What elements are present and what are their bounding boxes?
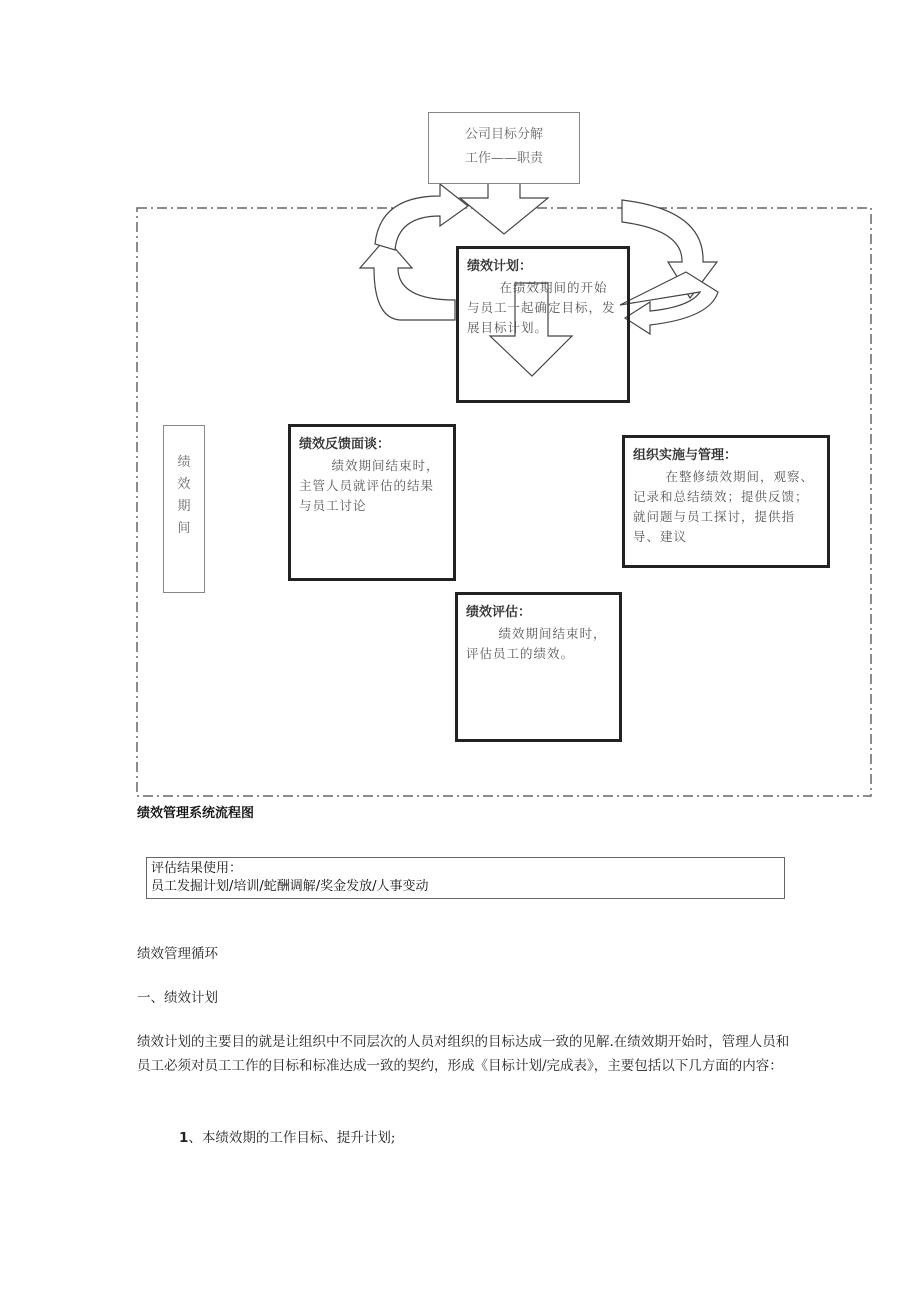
- cycle-arrow-left-upper: [375, 184, 468, 250]
- company-goal-line1: 公司目标分解: [464, 127, 543, 142]
- company-goal-box: [428, 112, 580, 184]
- performance-plan-box: [456, 246, 630, 403]
- usage-line1: 评估结果使用：: [151, 861, 243, 876]
- usage-line2: 员工发掘计划/培训/蛇酬调解/奖金发放/人事变动: [151, 879, 429, 894]
- evaluation-body: 绩效期间结束时，评估员工的绩效。: [466, 626, 607, 661]
- plan-body: 在绩效期间的开始与员工一起确定目标，发展目标计划。: [467, 280, 616, 335]
- implementation-title: 组织实施与管理：: [633, 448, 738, 463]
- list-item-text: 、本绩效期的工作目标、提升计划;: [188, 1130, 396, 1146]
- evaluation-box: [455, 592, 622, 742]
- implementation-body: 在整修绩效期间，观察、记录和总结绩效；提供反馈；就问题与员工探讨，提供指导、建议: [633, 469, 815, 544]
- company-goal-line2: 工作——职责: [464, 151, 543, 166]
- feedback-interview-box: [288, 424, 456, 581]
- cycle-title: 绩效管理循环: [137, 946, 218, 962]
- plan-title: 绩效计划：: [467, 259, 533, 274]
- performance-period-box: [163, 425, 205, 593]
- period-char: 间: [177, 521, 191, 536]
- period-char: 效: [177, 477, 191, 492]
- implementation-box: [622, 435, 830, 568]
- plan-paragraph: 绩效计划的主要目的就是让组织中不同层次的人员对组织的目标达成一致的见解.在绩效期开始时，管理人员和员工必须对员工工作的目标和标准达成一致的契约，形成《目标计划/完成表》，主要包括以下几方面的内容：: [137, 1034, 790, 1074]
- period-char: 绩: [177, 455, 191, 470]
- period-char: 期: [177, 499, 191, 514]
- cycle-arrow-left: [360, 238, 455, 320]
- list-item-1: [179, 1126, 395, 1150]
- section-heading-plan: 一、绩效计划: [137, 990, 218, 1006]
- evaluation-usage-box: [146, 857, 785, 899]
- list-item-number: 1: [179, 1130, 189, 1146]
- feedback-body: 绩效期间结束时，主管人员就评估的结果与员工讨论: [299, 458, 440, 513]
- evaluation-title: 绩效评估：: [466, 605, 532, 620]
- feedback-title: 绩效反馈面谈：: [299, 437, 391, 452]
- cycle-arrow-right-lower: [620, 272, 718, 334]
- diagram-caption: 绩效管理系统流程图: [137, 806, 255, 821]
